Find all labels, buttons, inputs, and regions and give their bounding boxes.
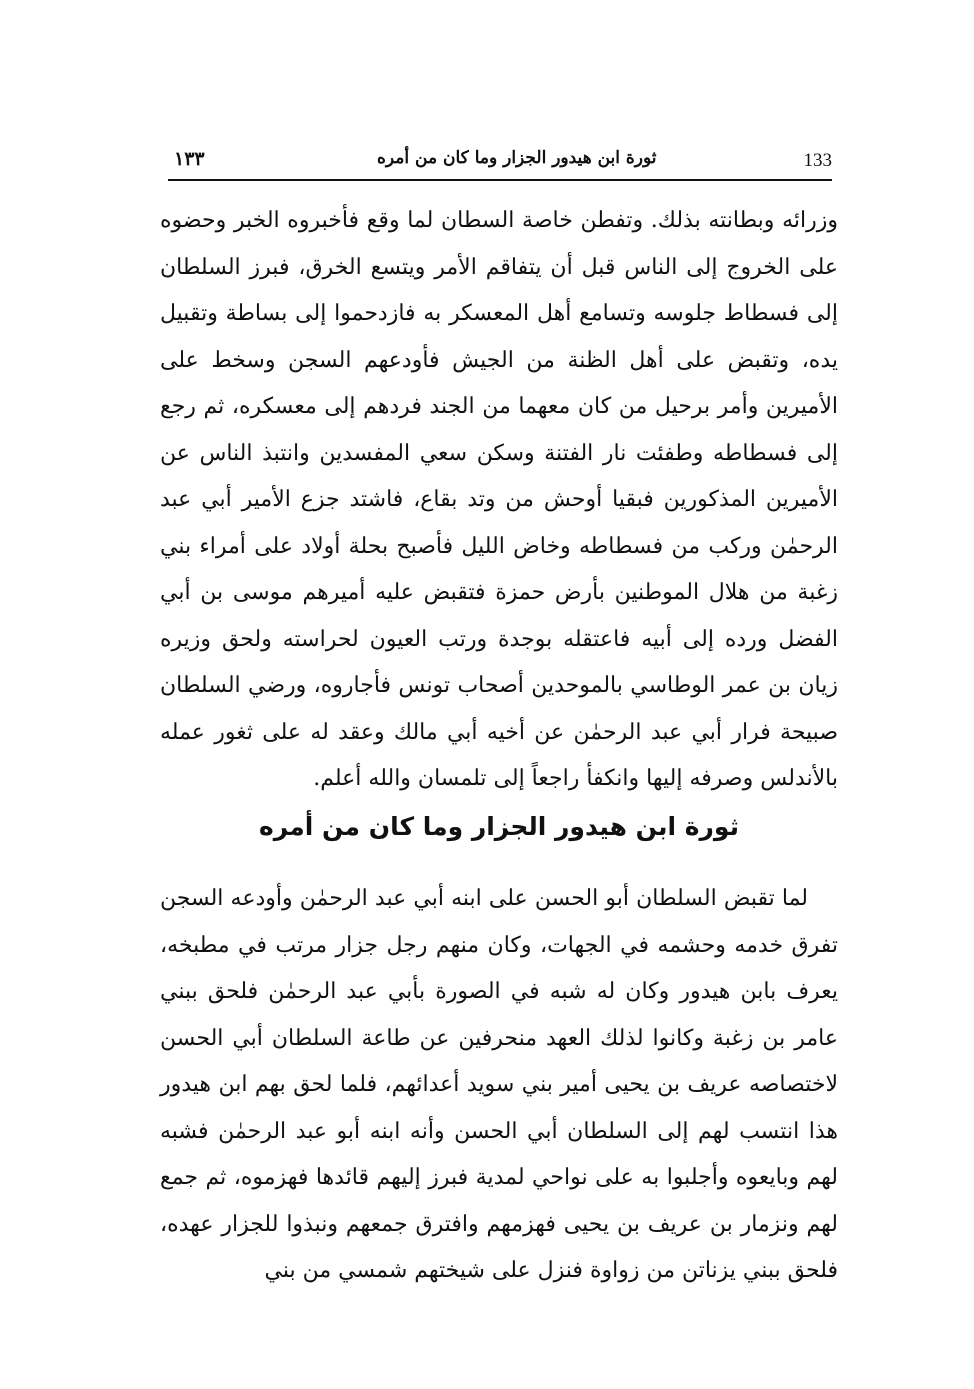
section-heading: ثورة ابن هيدور الجزار وما كان من أمره — [259, 812, 739, 841]
running-header — [168, 140, 832, 180]
header-rule — [168, 179, 832, 181]
running-title: ثورة ابن هيدور الجزار وما كان من أمره — [377, 148, 657, 168]
page-number-latin: 133 — [803, 150, 832, 171]
paragraph-2: لما تقبض السلطان أبو الحسن على ابنه أبي عبد الرحمٰن وأودعه السجن تفرق خدمه وحشمه في الجهات، وكان منهم رجل جزار مرتب في مطبخه، يعرف بابن هيدور وكان له شبه في الصورة بأبي عبد الرحمٰن فلحق ببني عامر بن زغبة وكانوا لذلك العهد منحرفين عن طاعة السلطان أبي الحسن لاختصاصه عريف بن يحيى أمير بني سويد أعدائهم، فلما لحق بهم ابن هيدور هذا انتسب لهم إلى السلطان أبي الحسن وأنه ابنه أبو عبد الرحمٰن فشبه لهم وبايعوه وأجلبوا به على نواحي لمدية فبرز إليهم قائدها فهزموه، ثم جمع لهم ونزمار بن عريف بن يحيى فهزمهم وافترق جمعهم ونبذوا للجزار عهده، فلحق ببني يزناتن من زواوة فنزل على شيختهم شمسي من بني — [160, 886, 838, 1283]
paragraph-1: وزرائه وبطانته بذلك. وتفطن خاصة السطان لما وقع فأخبروه الخبر وحضوه على الخروج إلى الناس قبل أن يتفاقم الأمر ويتسع الخرق، فبرز السلطان إلى فسطاط جلوسه وتسامع أهل المعسكر به فازدحموا إلى بساطة وتقبيل يده، وتقبض على أهل الظنة من الجيش فأودعهم السجن وسخط على الأميرين وأمر برحيل من كان معهما من الجند فردهم إلى معسكره، ثم رجع إلى فسطاطه وطفئت نار الفتنة وسكن سعي المفسدين وانتبذ الناس عن الأميرين المذكورين فبقيا أوحش من وتد بقاع، فاشتد جزع الأمير أبي عبد الرحمٰن وركب من فسطاطه وخاض الليل فأصبح بحلة أولاد على أمراء بني زغبة من هلال الموطنين بأرض حمزة فتقبض عليه أميرهم موسى بن أبي الفضل ورده إلى أبيه فاعتقله بوجدة ورتب العيون لحراسته ولحق وزيره زيان بن عمر الوطاسي بالموحدين أصحاب تونس فأجاروه، ورضي السلطان صبيحة فرار أبي عبد الرحمٰن عن أخيه أبي مالك وعقد له على ثغور عمله بالأندلس وصرفه إليها وانكفأ راجعاً إلى تلمسان والله أعلم. — [160, 208, 838, 791]
page-number-arabic: ١٣٣ — [174, 148, 205, 170]
